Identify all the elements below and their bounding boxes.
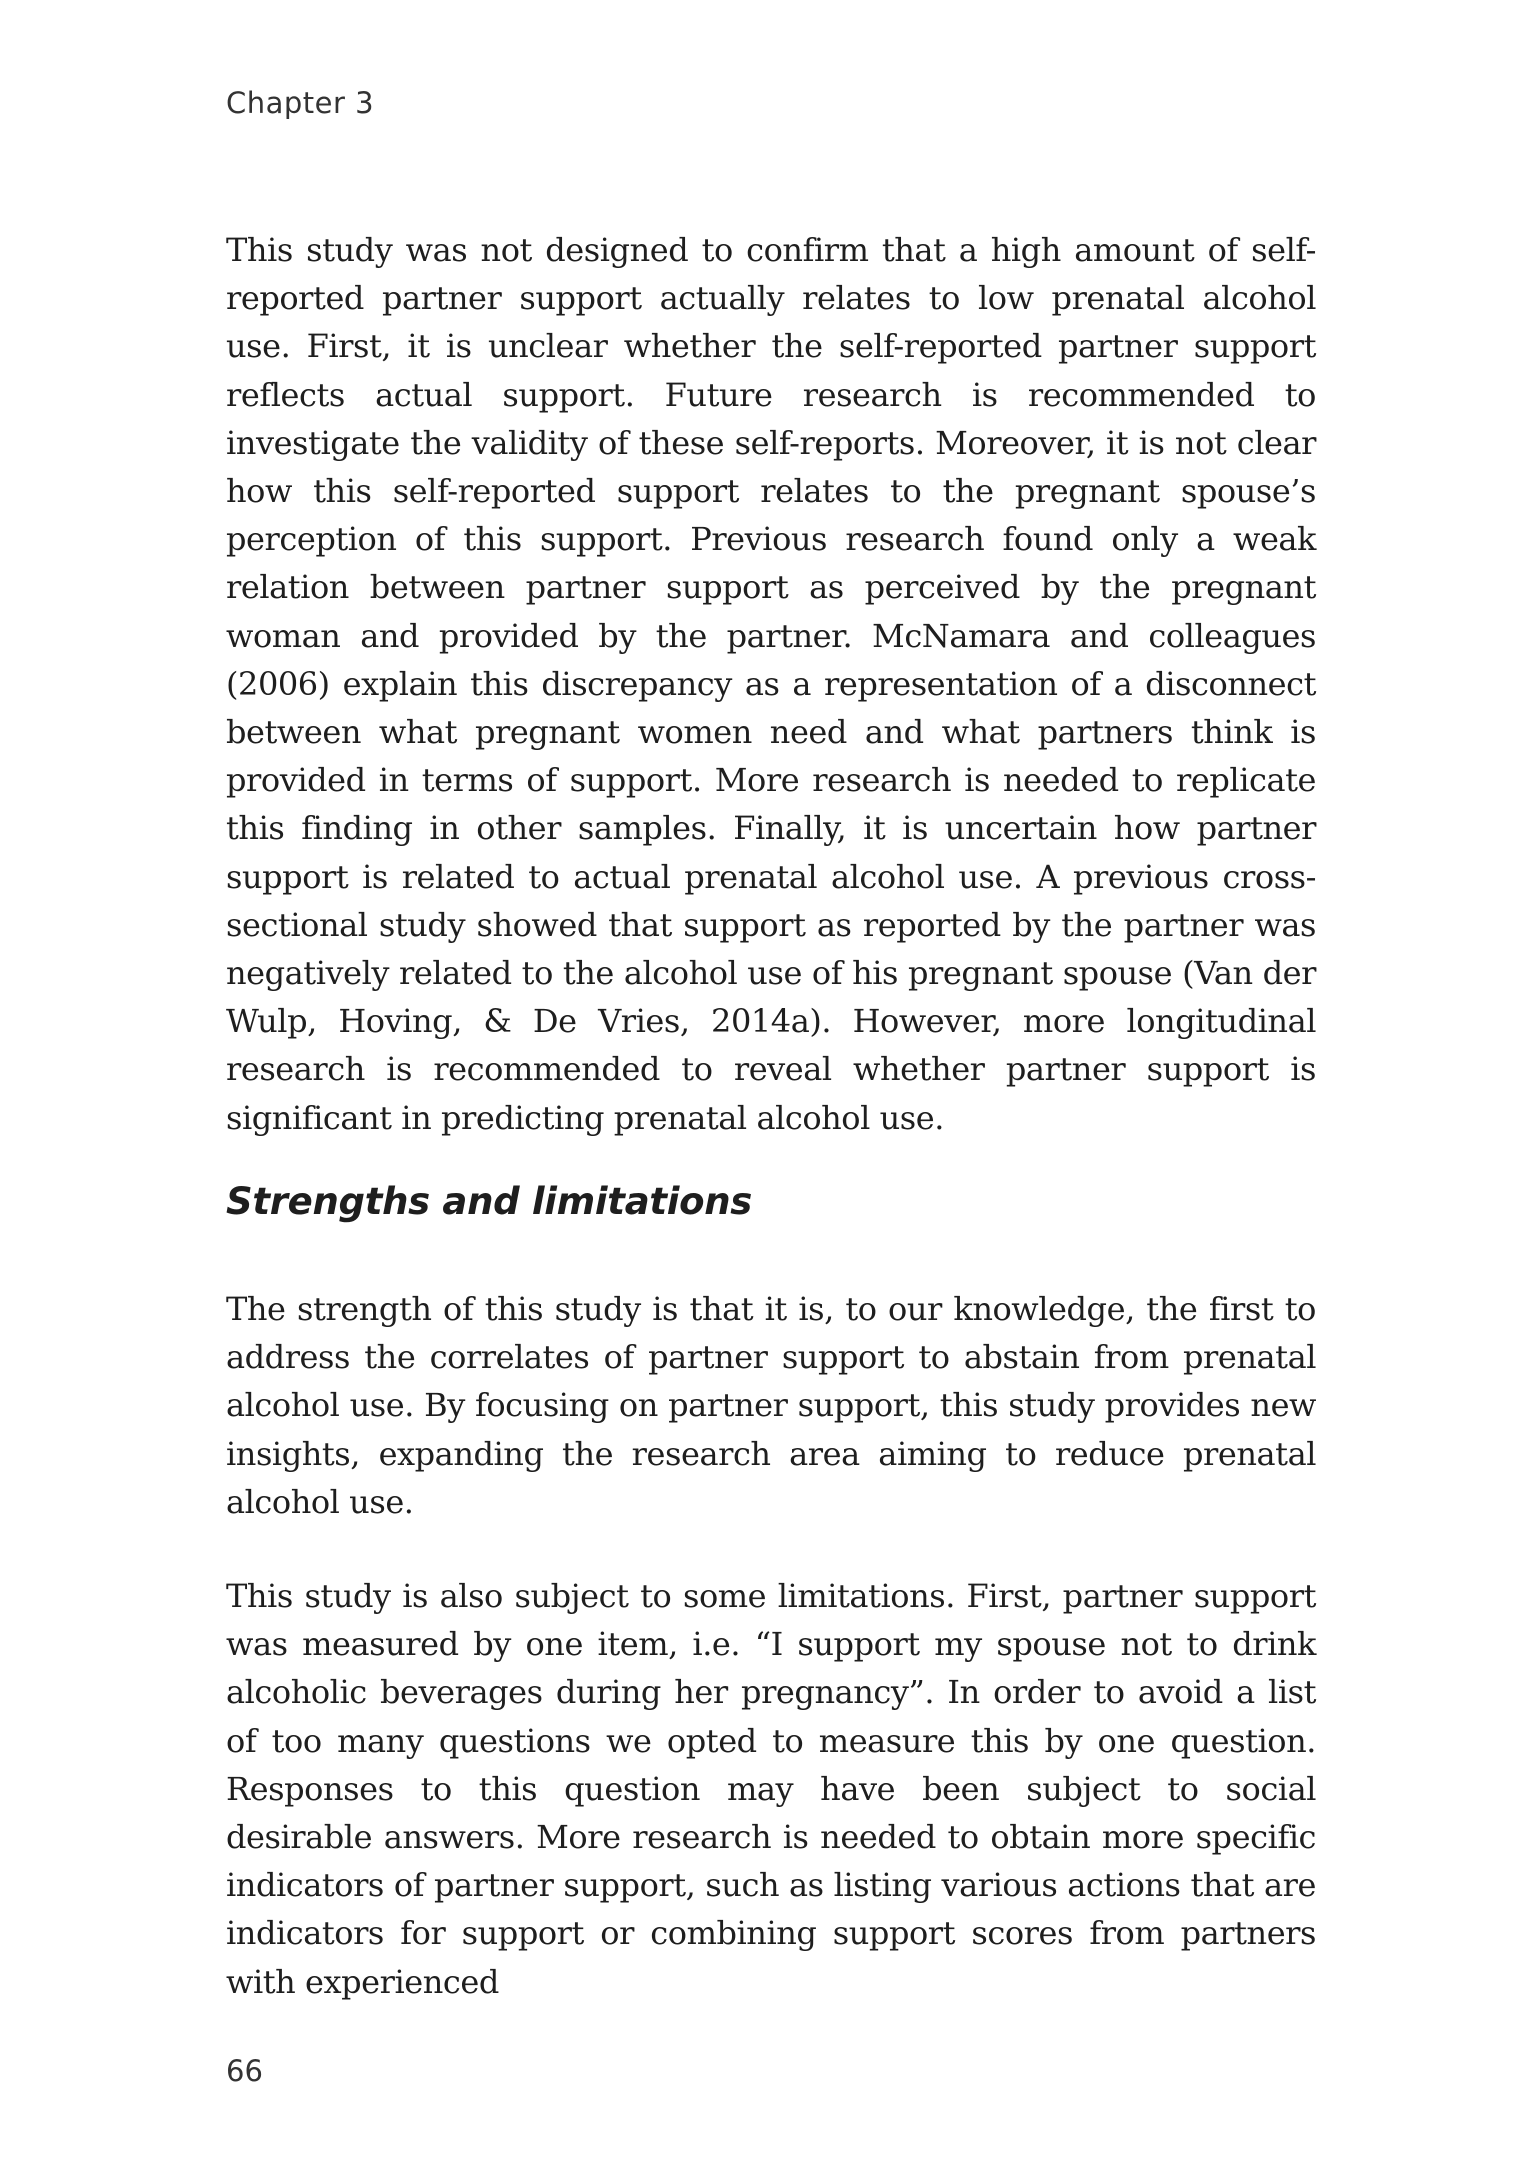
page-number: 66 (226, 2054, 263, 2088)
running-head: Chapter 3 (226, 86, 375, 120)
body-paragraph: This study is also subject to some limitations. First, partner support was measured by one item, i.e. “I support my spouse not to drink alcoholic beverages during her pregnancy”. In order to avoid a list of too many questions we opted to measure this by one question. Responses to this question may have been subject to social desirable answers. More research is needed to obtain more specific indicators of partner support, such as listing various actions that are indicators for support or combining support scores from partners with experienced (226, 1577, 1316, 2001)
section-heading: Strengths and limitations (226, 1180, 753, 1223)
body-paragraph: This study was not designed to confirm that a high amount of self-reported partner support actually relates to low prenatal alcohol use. First, it is unclear whether the self-reported partner support reflects actual support. Future research is recommended to investigate the validity of these self-reports. Moreover, it is not clear how this self-reported support relates to the pregnant spouse’s perception of this support. Previous research found only a weak relation between partner support as perceived by the pregnant woman and provided by the partner. McNamara and colleagues (2006) explain this discrepancy as a representation of a disconnect between what pregnant women need and what partners think is provided in terms of support. More research is needed to replicate this finding in other samples. Finally, it is uncertain how partner support is related to actual prenatal alcohol use. A previous cross-sectional study showed that support as reported by the partner was negatively related to the alcohol use of his pregnant spouse (Van der Wulp, Hoving, & De Vries, 2014a). However, more longitudinal research is recommended to reveal whether partner support is significant in predicting prenatal alcohol use. (226, 231, 1316, 1137)
body-paragraph: The strength of this study is that it is, to our knowledge, the first to address the correlates of partner support to abstain from prenatal alcohol use. By focusing on partner support, this study provides new insights, expanding the research area aiming to reduce prenatal alcohol use. (226, 1290, 1316, 1521)
